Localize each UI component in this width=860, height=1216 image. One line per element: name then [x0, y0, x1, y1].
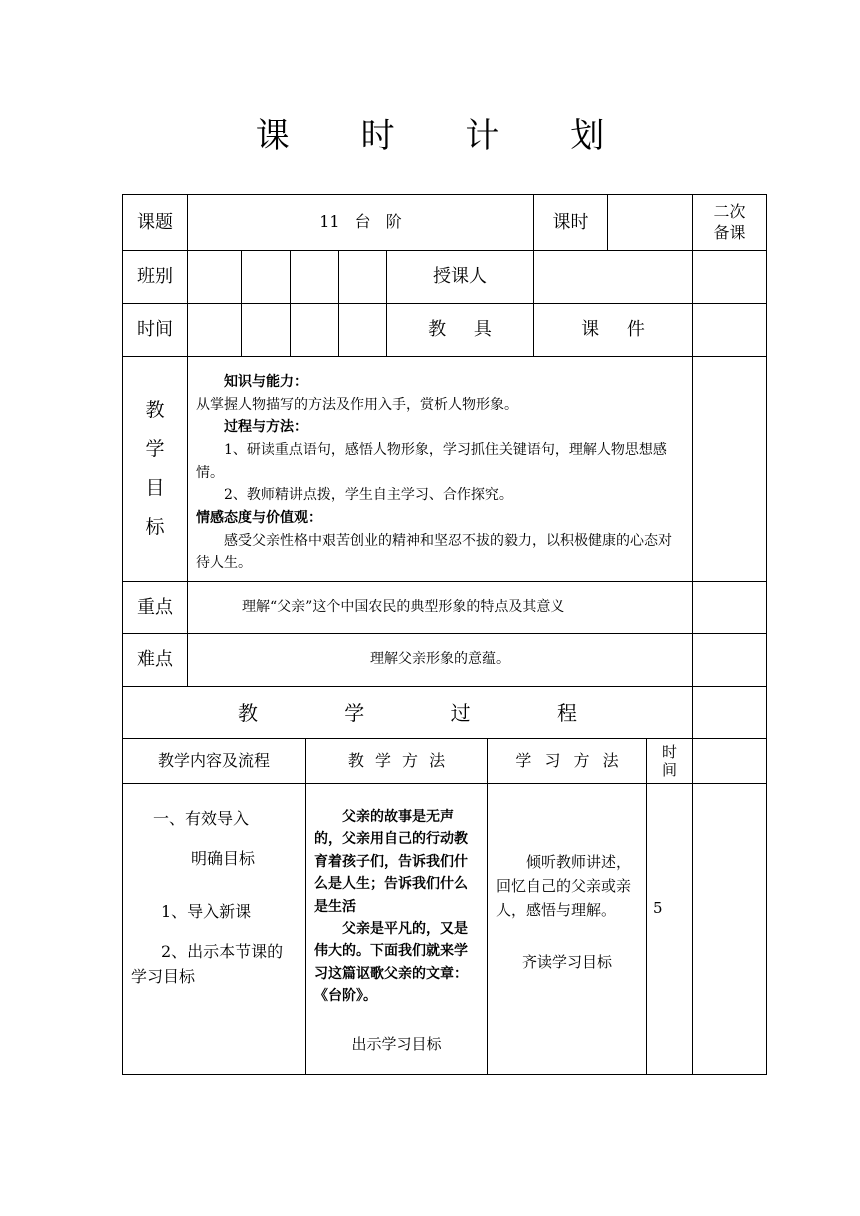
process-method-text-2: 2、教师精讲点拨，学生自主学习、合作探究。 [224, 487, 513, 504]
process-heading-text: 教 学 过 程 [237, 700, 578, 725]
col-teaching-header [305, 738, 488, 784]
key-point-text: 理解“父亲”这个中国农民的典型形象的特点及其意义 [187, 581, 693, 634]
col-learning-text: 学 习 方 法 [515, 750, 619, 770]
difficult-point-text: 理解父亲形象的意蕴。 [187, 633, 693, 687]
class-label: 班别 [122, 250, 188, 304]
process-heading [122, 686, 693, 739]
process-method-text-1: 1、研读重点语句，感悟人物形象，学习抓住关键语句，理解人物思想感情。 [196, 442, 667, 481]
col-time-header: 时间 [646, 738, 693, 784]
time-cell-3 [290, 303, 339, 357]
second-prep-cell-5 [692, 581, 767, 634]
row1-teaching-3: 出示学习目标 [351, 1034, 442, 1053]
row1-teaching-2: 父亲是平凡的，又是伟大的。下面我们就来学习这篇讴歌父亲的文章：《台阶》。 [314, 920, 468, 1005]
row1-time: 5 [646, 783, 693, 1075]
second-prep-cell-3 [692, 303, 767, 357]
second-prep-cell-2 [692, 250, 767, 304]
row1-learning-1: 倾听教师讲述，回忆自己的父亲或亲人，感悟与理解。 [496, 853, 632, 919]
objectives-label-char: 教 [145, 399, 165, 421]
teacher-value [533, 250, 693, 304]
objectives-label-char: 学 [145, 438, 165, 460]
class-cell-4 [338, 250, 387, 304]
page-title: 课 时 计 划 [255, 116, 635, 156]
difficult-point-label: 难点 [122, 633, 188, 687]
col-content-header: 教学内容及流程 [122, 738, 306, 784]
key-point-label: 重点 [122, 581, 188, 634]
row1-content-2: 明确目标 [191, 848, 256, 868]
time-cell-2 [241, 303, 291, 357]
col-learning-header [487, 738, 647, 784]
courseware-label [533, 303, 693, 357]
topic-value [187, 194, 534, 251]
emotion-text: 感受父亲性格中艰苦创业的精神和坚忍不拔的毅力，以积极健康的心态对待人生。 [196, 532, 672, 572]
class-cell-2 [241, 250, 291, 304]
period-value [607, 194, 693, 251]
second-prep-cell-7 [692, 686, 767, 739]
second-prep-cell-6 [692, 633, 767, 687]
row1-learning-2: 齐读学习目标 [521, 953, 612, 971]
topic-label: 课题 [122, 194, 188, 251]
row1-teaching-1: 父亲的故事是无声的，父亲用自己的行动教育着孩子们，告诉我们什么是人生；告诉我们什么是生活 [314, 809, 468, 915]
row1-content-1: 一、有效导入 [153, 809, 250, 828]
time-label: 时间 [122, 303, 188, 357]
emotion-title: 情感态度与价值观： [196, 510, 322, 527]
tools-label [386, 303, 534, 357]
class-cell-3 [290, 250, 339, 304]
tools-label-text: 教 具 [428, 319, 492, 341]
second-prep-cell-9 [692, 783, 767, 1075]
courseware-label-text: 课 件 [581, 319, 645, 341]
period-label: 课时 [533, 194, 608, 251]
time-cell-4 [338, 303, 387, 357]
objectives-label-char: 标 [145, 516, 165, 538]
objectives-label [122, 356, 188, 582]
objectives-content [187, 356, 693, 582]
process-method-title: 过程与方法： [224, 419, 308, 436]
col-teaching-text: 教 学 方 法 [347, 750, 446, 770]
class-cell-1 [187, 250, 242, 304]
row1-learning [487, 783, 647, 1075]
second-prep-label: 二次备课 [692, 194, 767, 251]
row1-teaching [305, 783, 488, 1075]
topic-value-text: 11 台 阶 [319, 212, 402, 232]
knowledge-title: 知识与能力： [224, 374, 308, 390]
second-prep-cell-8 [692, 738, 767, 784]
knowledge-text: 从掌握人物描写的方法及作用入手，赏析人物形象。 [196, 396, 518, 413]
teacher-label: 授课人 [386, 250, 534, 304]
row1-content-3: 1、导入新课 [161, 902, 252, 922]
second-prep-cell-4 [692, 356, 767, 582]
time-cell-1 [187, 303, 242, 357]
row1-content-4: 2、出示本节课的学习目标 [131, 941, 284, 987]
row1-content [122, 783, 306, 1075]
objectives-label-char: 目 [145, 477, 165, 499]
